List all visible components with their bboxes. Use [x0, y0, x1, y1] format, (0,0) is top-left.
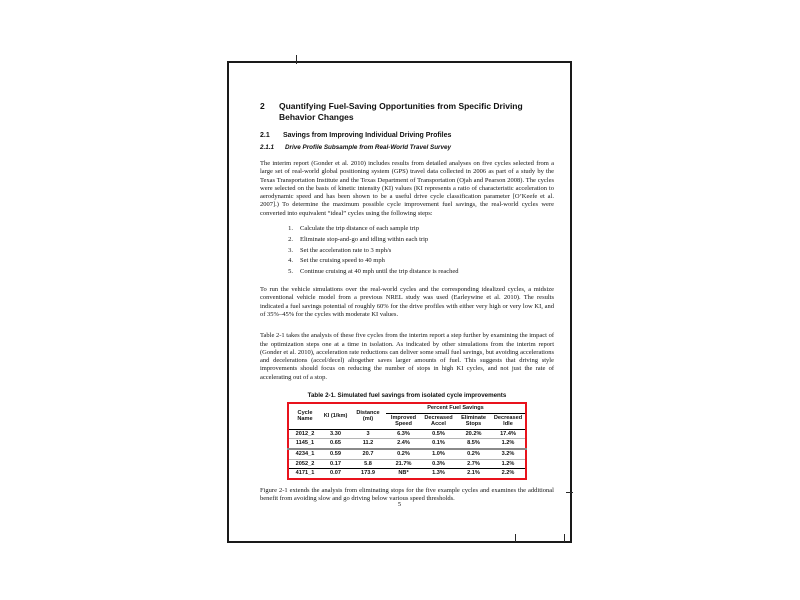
col-header-distance: Distance (mi) [350, 403, 386, 429]
list-item-number: 3. [288, 246, 293, 254]
table-cell: 2.4% [386, 439, 421, 449]
col-header-percent-fuel-savings: Percent Fuel Savings [386, 403, 526, 413]
list-item [285, 246, 554, 257]
table-cell: 2012_2 [288, 429, 321, 439]
registration-tick-right [566, 492, 573, 493]
subsection-title: Savings from Improving Individual Driving Profiles [283, 132, 452, 139]
registration-tick-top [296, 55, 297, 64]
table-cell: 2.2% [501, 470, 515, 477]
page-content [260, 101, 554, 503]
table-cell: 2.7% [456, 459, 491, 469]
subsubsection-number: 2.1.1 [260, 144, 275, 151]
table-cell: 0.17 [321, 459, 350, 469]
table-cell: 4234_1 [288, 449, 321, 459]
subsubsection-title: Drive Profile Subsample from Real-World Travel Survey [285, 144, 451, 151]
section-heading [260, 101, 554, 122]
table-row [288, 469, 526, 479]
table-cell: 1.3% [432, 470, 445, 477]
registration-tick-bottom [515, 534, 516, 542]
table-cell: 17.4% [491, 429, 526, 439]
table-cell: 20.7 [350, 449, 386, 459]
col-header-eliminate-stops: Eliminate Stops [456, 413, 491, 429]
section-title: Quantifying Fuel-Saving Opportunities from Specific Driving Behavior Changes [279, 101, 523, 122]
list-item-text: Eliminate stop-and-go and idling within each trip [300, 235, 429, 243]
col-header-decreased-idle: Decreased Idle [491, 413, 526, 429]
table-cell: 2052_2 [288, 459, 321, 469]
savings-table-body [288, 429, 526, 478]
table-cell: NB* [398, 470, 409, 477]
list-item [285, 256, 554, 267]
fuel-savings-table [287, 402, 527, 480]
table-cell: 0.59 [321, 449, 350, 459]
list-item [285, 267, 554, 278]
list-item [285, 235, 554, 246]
list-item-number: 2. [288, 235, 293, 243]
table-cell: 1145_1 [288, 439, 321, 449]
table-cell: 0.07 [330, 470, 341, 477]
table-cell: 1.0% [421, 449, 456, 459]
table-row [288, 459, 526, 469]
paragraph-intro: The interim report (Gonder et al. 2010) includes results from detailed analyses on five cycles selected from a large set of real-world global positioning system (GPS) travel data collected in 2006 as part of a study by the Texas Transportation Institute and the Texas Department of Transportation (Ojah and Pearson 2008). The cycles were selected on the basis of kinetic intensity (KI) values (KI represents a ratio of characteristic acceleration to aerodynamic speed and has been shown to be a useful drive cycle classification parameter [O’Keefe et al. 2007].) To determine the maximum possible cycle improvement fuel savings, the real-world cycles were converted into equivalent “ideal” cycles using the following steps: [260, 160, 554, 217]
list-item-text: Set the cruising speed to 40 mph [300, 257, 385, 265]
table-title: Table 2-1. Simulated fuel savings from isolated cycle improvements [307, 392, 507, 400]
table-cell: 2.1% [467, 470, 480, 477]
col-header-decreased-accel: Decreased Accel [421, 413, 456, 429]
list-item-number: 5. [288, 268, 293, 276]
table-cell: 3 [350, 429, 386, 439]
page-number: 5 [397, 501, 402, 508]
paragraph-table-analysis: Table 2-1 takes the analysis of these five cycles from the interim report a step further by examining the impact of the optimization steps one at a time in isolation. As indicated by other simulations from the interim report (Gonder et al. 2010), acceleration rate reductions can deliver some small fuel savings, but avoiding accelerations and decelerations (accel/decel) altogether saves larger amounts of fuel. This suggests that driving style improvements should focus on reducing the number of stops in high KI cycles, and not just the rate of accelerating out of a stop. [260, 332, 554, 381]
ideal-cycle-steps [285, 224, 554, 278]
subsection-heading [260, 131, 554, 140]
table-cell: 173.9 [361, 470, 375, 477]
table-cell: 0.2% [386, 449, 421, 459]
table-cell: 0.1% [421, 439, 456, 449]
table-cell: 1.2% [491, 459, 526, 469]
list-item-text: Calculate the trip distance of each sample trip [300, 225, 419, 233]
list-item-number: 1. [288, 225, 293, 233]
table-cell: 3.2% [491, 449, 526, 459]
subsubsection-heading [260, 144, 554, 152]
col-header-ki: KI (1/km) [321, 403, 350, 429]
registration-tick-bottom [564, 534, 565, 542]
table-cell: 4171_1 [295, 470, 315, 477]
table-cell: 1.2% [491, 439, 526, 449]
table-cell: 5.8 [350, 459, 386, 469]
table-row [288, 429, 526, 439]
col-header-cycle-name: Cycle Name [288, 403, 321, 429]
table-cell: 20.2% [456, 429, 491, 439]
document-page [227, 61, 572, 543]
table-cell: 21.7% [386, 459, 421, 469]
table-cell: 11.2 [350, 439, 386, 449]
list-item-text: Continue cruising at 40 mph until the trip distance is reached [300, 268, 459, 276]
table-cell: 3.30 [321, 429, 350, 439]
subsection-number: 2.1 [260, 132, 270, 139]
section-number: 2 [260, 101, 265, 111]
table-cell: 0.5% [421, 429, 456, 439]
col-header-improved-speed: Improved Speed [386, 413, 421, 429]
paragraph-figure-ref: Figure 2-1 extends the analysis from eliminating stops for the five example cycles and examines the additional benefit from avoiding slow and go driving below various speed thresholds. [260, 486, 554, 503]
table-header-row-top [288, 403, 526, 413]
list-item [285, 224, 554, 235]
paragraph-simulation: To run the vehicle simulations over the real-world cycles and the corresponding idealized cycles, a midsize conventional vehicle model from a previous NREL study was used (Earleywine et al. 2010). The results indicated a fuel savings potential of roughly 60% for the drive profiles with either very high or very low KI, and of 35%–45% for the cycles with moderate KI values. [260, 286, 554, 318]
table-cell: 8.5% [456, 439, 491, 449]
table-row [288, 449, 526, 459]
list-item-text: Set the acceleration rate to 3 mph/s [300, 246, 392, 254]
table-cell: 0.2% [456, 449, 491, 459]
table-cell: 0.65 [321, 439, 350, 449]
table-header [288, 403, 526, 429]
table-cell: 0.3% [421, 459, 456, 469]
table-row [288, 439, 526, 449]
list-item-number: 4. [288, 257, 293, 265]
table-cell: 6.3% [386, 429, 421, 439]
